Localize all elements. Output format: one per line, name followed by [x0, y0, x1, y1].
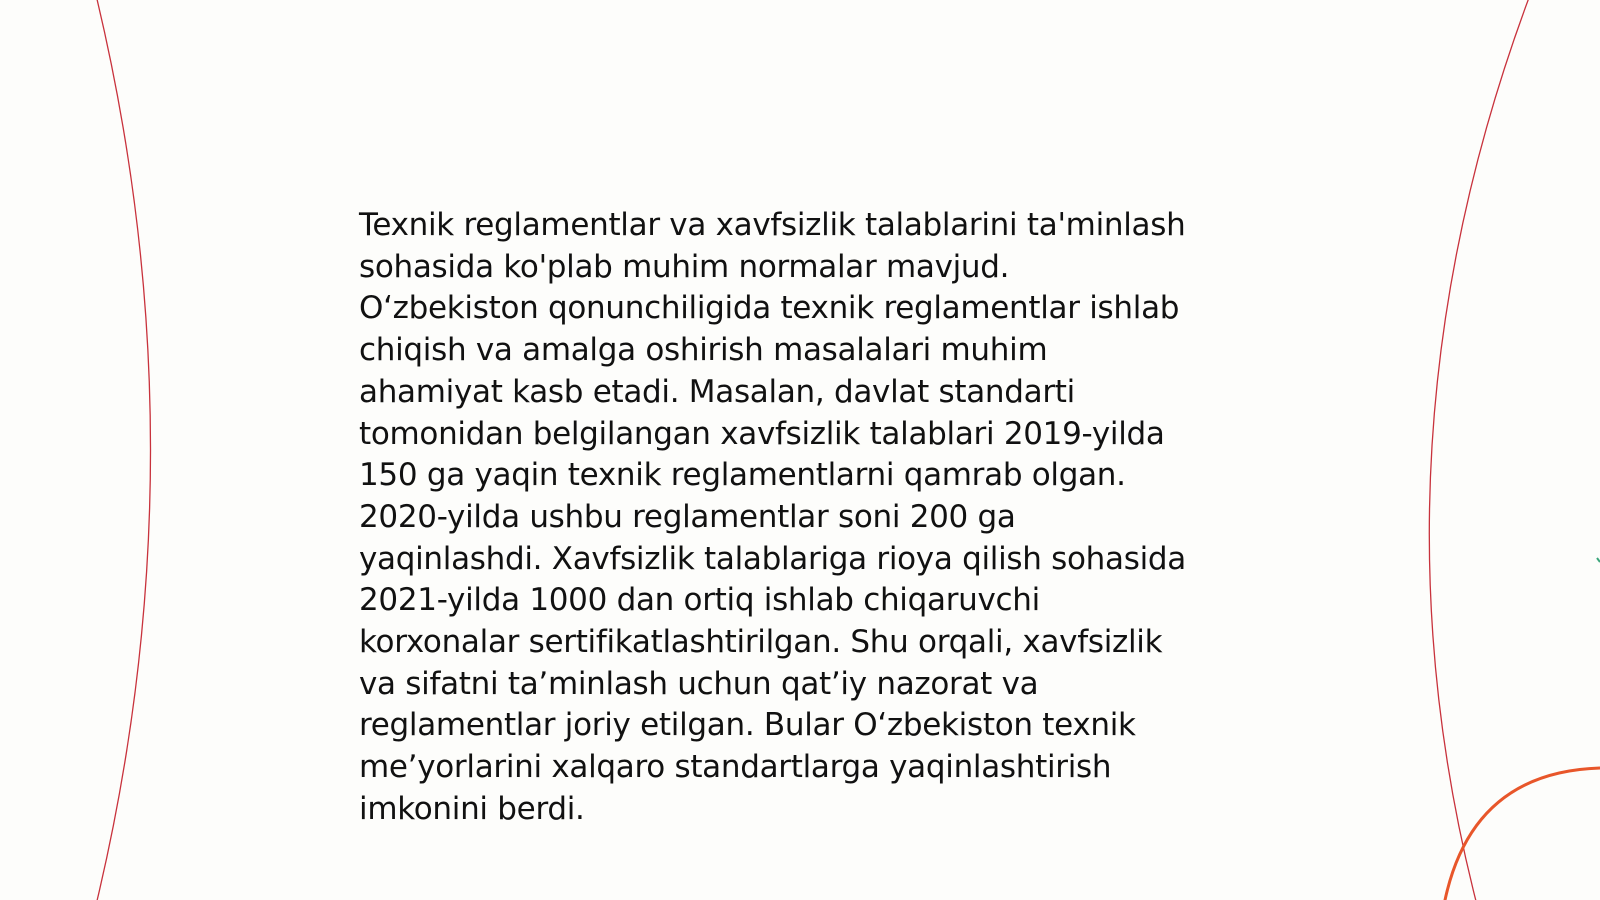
right-frame-curve: [1429, 0, 1530, 900]
orange-accent-arc: [1444, 768, 1600, 900]
slide-body-text: Texnik reglamentlar va xavfsizlik talablarini ta'minlash sohasida ko'plab muhim normalar mavjud. O‘zbekiston qonunchiligida texnik reglamentlar ishlab chiqish va amalga oshirish masalalari muhim ahamiyat kasb etadi. Masalan, davlat standarti tomonidan belgilangan xavfsizlik talablari 2019-yilda 150 ga yaqin texnik reglamentlarni qamrab olgan. 2020-yilda ushbu reglamentlar soni 200 ga yaqinlashdi. Xavfsizlik talablariga rioya qilish sohasida 2021-yilda 1000 dan ortiq ishlab chiqaruvchi korxonalar sertifikatlashtirilgan. Shu orqali, xavfsizlik va sifatni ta’minlash uchun qat’iy nazorat va reglamentlar joriy etilgan. Bular O‘zbekiston texnik me’yorlarini xalqaro standartlarga yaqinlashtirish imkonini berdi.: [359, 207, 1186, 827]
left-frame-curve: [96, 0, 151, 900]
